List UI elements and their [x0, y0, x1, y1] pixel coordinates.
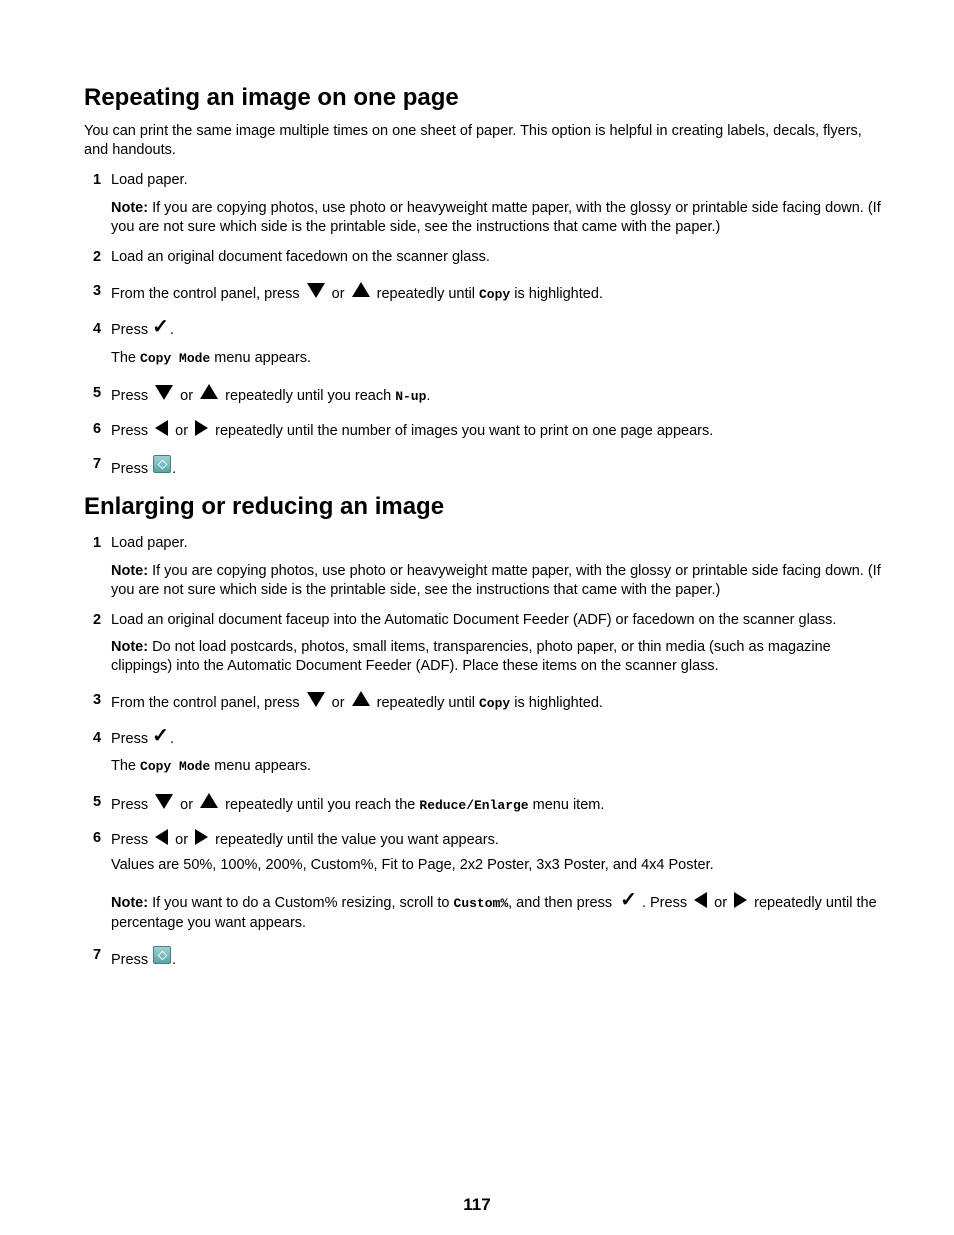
- sub-text: The: [111, 350, 136, 366]
- step-6-note: [111, 889, 881, 932]
- down-arrow-icon: [155, 794, 173, 809]
- left-arrow-icon: [694, 892, 707, 908]
- step-text: Press: [111, 952, 149, 968]
- step-text: Press: [111, 423, 149, 439]
- step-number: 1: [93, 172, 102, 188]
- step-text: Load an original document faceup into the Automatic Document Feeder (ADF) or facedown on the scanner glass.: [111, 612, 837, 628]
- start-button-icon: [153, 946, 171, 964]
- menu-code: N-up: [395, 389, 427, 404]
- step-number: 6: [93, 830, 102, 846]
- step-text: Press: [111, 461, 149, 477]
- menu-code: Copy Mode: [140, 351, 211, 366]
- check-icon: ✓: [152, 316, 169, 338]
- step-text: repeatedly until you reach the: [225, 797, 416, 813]
- left-arrow-icon: [155, 420, 168, 436]
- step-4-sub: [111, 349, 881, 369]
- step-6-values: Values are 50%, 100%, 200%, Custom%, Fit to Page, 2x2 Poster, 3x3 Poster, and 4x4 Poster.: [111, 857, 714, 873]
- section-intro: You can print the same image multiple times on one sheet of paper. This option is helpful in creating labels, decals, flyers, and handouts.: [84, 123, 862, 158]
- step-text: Press: [111, 832, 149, 848]
- right-arrow-icon: [195, 420, 208, 436]
- start-button-icon: [153, 455, 171, 473]
- note-text: If you are copying photos, use photo or heavyweight matte paper, with the glossy or printable side facing down. (If you are not sure which side is the printable side, see the instructions that came with the paper.): [111, 563, 881, 598]
- step-text: is highlighted.: [514, 695, 603, 711]
- sub-text: menu appears.: [214, 350, 312, 366]
- step-text: Load paper.: [111, 535, 188, 551]
- right-arrow-icon: [734, 892, 747, 908]
- step-text: Load an original document facedown on the scanner glass.: [111, 249, 490, 265]
- step-text: Press: [111, 322, 149, 338]
- step-text: repeatedly until the number of images you want to print on one page appears.: [215, 423, 714, 439]
- note-text: . Press: [641, 895, 688, 911]
- step-text: Press: [111, 797, 149, 813]
- sub-text: menu appears.: [214, 758, 312, 774]
- step-text: .: [169, 322, 174, 338]
- step-text: .: [172, 952, 177, 968]
- step-text: Press: [111, 388, 149, 404]
- or-text: or: [714, 895, 728, 911]
- note-label: Note:: [111, 200, 149, 216]
- step-1-note: [111, 562, 881, 599]
- note-label: Note:: [111, 895, 149, 911]
- check-icon: ✓: [620, 889, 637, 911]
- step-number: 4: [93, 730, 102, 746]
- step-number: 7: [93, 456, 102, 472]
- step-text: .: [169, 731, 174, 747]
- step-number: 5: [93, 794, 102, 810]
- step-1-note: [111, 199, 881, 236]
- sub-text: The: [111, 758, 136, 774]
- menu-code: Custom%: [453, 896, 509, 911]
- note-label: Note:: [111, 563, 149, 579]
- step-text: menu item.: [532, 797, 605, 813]
- step-number: 1: [93, 535, 102, 551]
- step-text: repeatedly until: [376, 286, 475, 302]
- check-icon: ✓: [152, 725, 169, 747]
- menu-code: Reduce/Enlarge: [419, 798, 529, 813]
- step-number: 2: [93, 249, 102, 265]
- note-text: , and then press: [508, 895, 613, 911]
- note-text: If you want to do a Custom% resizing, scroll to: [152, 895, 450, 911]
- step-text: is highlighted.: [514, 286, 603, 302]
- up-arrow-icon: [200, 793, 218, 808]
- or-text: or: [175, 423, 189, 439]
- down-arrow-icon: [155, 385, 173, 400]
- menu-code: Copy Mode: [140, 759, 211, 774]
- up-arrow-icon: [200, 384, 218, 399]
- step-text: repeatedly until you reach: [225, 388, 392, 404]
- down-arrow-icon: [307, 283, 325, 298]
- step-text: repeatedly until: [376, 695, 475, 711]
- left-arrow-icon: [155, 829, 168, 845]
- step-text: Press: [111, 731, 149, 747]
- up-arrow-icon: [352, 282, 370, 297]
- step-number: 3: [93, 692, 102, 708]
- or-text: or: [331, 695, 345, 711]
- note-text: repeatedly until the percentage you want appears.: [111, 895, 877, 931]
- step-number: 7: [93, 947, 102, 963]
- step-text: From the control panel, press: [111, 286, 300, 302]
- or-text: or: [331, 286, 345, 302]
- step-4-sub: [111, 757, 881, 777]
- up-arrow-icon: [352, 691, 370, 706]
- step-text: From the control panel, press: [111, 695, 300, 711]
- step-text: .: [172, 461, 177, 477]
- menu-code: Copy: [479, 287, 511, 302]
- step-text: .: [426, 388, 431, 404]
- step-2-note: [111, 638, 881, 675]
- menu-code: Copy: [479, 696, 511, 711]
- section-title-enlarging: Enlarging or reducing an image: [84, 493, 445, 520]
- step-number: 3: [93, 283, 102, 299]
- note-text: If you are copying photos, use photo or heavyweight matte paper, with the glossy or printable side facing down. (If you are not sure which side is the printable side, see the instructions that came with the paper.): [111, 200, 881, 235]
- step-text: repeatedly until the value you want appears.: [215, 832, 499, 848]
- step-text: Load paper.: [111, 172, 188, 188]
- section-title-repeating: Repeating an image on one page: [84, 84, 459, 111]
- step-number: 2: [93, 612, 102, 628]
- note-label: Note:: [111, 639, 149, 655]
- down-arrow-icon: [307, 692, 325, 707]
- step-number: 5: [93, 385, 102, 401]
- or-text: or: [175, 832, 189, 848]
- or-text: or: [180, 388, 194, 404]
- right-arrow-icon: [195, 829, 208, 845]
- step-number: 6: [93, 421, 102, 437]
- or-text: or: [180, 797, 194, 813]
- step-number: 4: [93, 321, 102, 337]
- page-number: 117: [463, 1195, 491, 1214]
- note-text: Do not load postcards, photos, small items, transparencies, photo paper, or thin media (such as magazine clippings) into the Automatic Document Feeder (ADF). Place these items on the scanner glass.: [111, 639, 831, 674]
